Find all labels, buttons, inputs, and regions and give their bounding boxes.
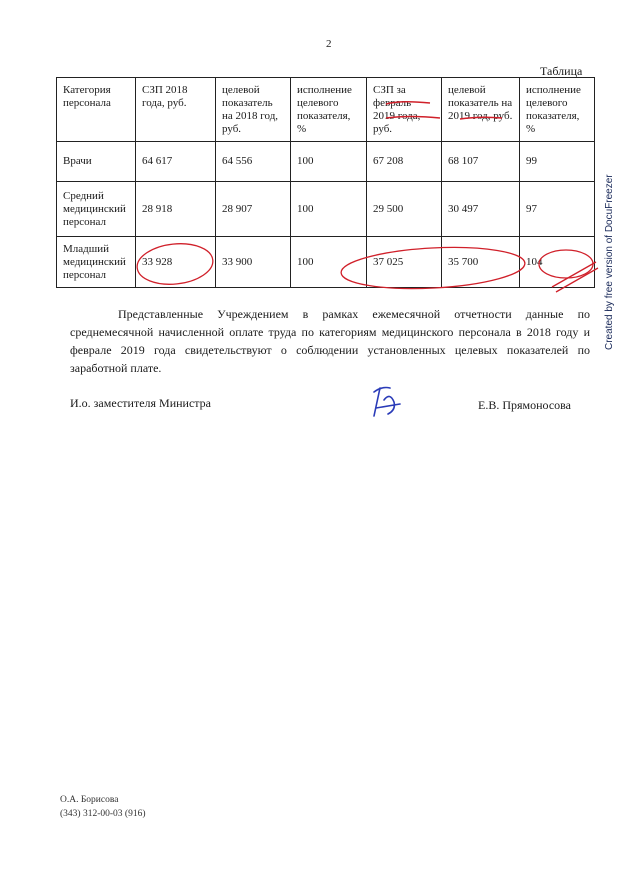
executor-name: О.А. Борисова bbox=[60, 795, 119, 805]
signature bbox=[360, 378, 410, 428]
table-row bbox=[57, 142, 595, 182]
header-target-2019: целевой показатель на 2019 год, руб. bbox=[442, 78, 520, 142]
row-category: Младший медицинский персонал bbox=[57, 237, 136, 288]
cell-target-2018: 64 556 bbox=[216, 142, 291, 182]
cell-execution-2019: 97 bbox=[520, 182, 595, 237]
cell-execution-2019: 104 bbox=[520, 237, 595, 288]
cell-target-2019: 35 700 bbox=[442, 237, 520, 288]
watermark: Created by free version of DocuFreezer bbox=[604, 174, 615, 350]
page-number: 2 bbox=[326, 38, 332, 50]
cell-szp-feb-2019: 29 500 bbox=[367, 182, 442, 237]
header-target-2018: целевой показатель на 2018 год, руб. bbox=[216, 78, 291, 142]
header-szp-feb-2019: СЗП за февраль 2019 года, руб. bbox=[367, 78, 442, 142]
executor-phone: (343) 312-00-03 (916) bbox=[60, 809, 146, 819]
cell-target-2018: 28 907 bbox=[216, 182, 291, 237]
header-category: Категория персонала bbox=[57, 78, 136, 142]
row-category: Средний медицинский персонал bbox=[57, 182, 136, 237]
header-szp-2018: СЗП 2018 года, руб. bbox=[136, 78, 216, 142]
cell-szp-feb-2019: 37 025 bbox=[367, 237, 442, 288]
body-paragraph: Представленные Учреждением в рамках ежемесячной отчетности данные по среднемесячной начисленной оплате труда по категориям медицинского персонала в 2018 году и феврале 2019 года свидетельствуют о соблюдении установленных целевых показателей по заработной плате. bbox=[70, 307, 590, 375]
header-execution-2019: исполнение целевого показателя, % bbox=[520, 78, 595, 142]
cell-execution-2019: 99 bbox=[520, 142, 595, 182]
signer-title: И.о. заместителя Министра bbox=[70, 396, 211, 410]
table-caption: Таблица bbox=[540, 64, 583, 78]
cell-szp-2018: 28 918 bbox=[136, 182, 216, 237]
cell-target-2019: 68 107 bbox=[442, 142, 520, 182]
signer-name: Е.В. Прямоносова bbox=[478, 398, 571, 412]
header-execution-2018: исполнение целевого показателя, % bbox=[291, 78, 367, 142]
cell-execution-2018: 100 bbox=[291, 142, 367, 182]
cell-szp-2018: 33 928 bbox=[136, 237, 216, 288]
cell-execution-2018: 100 bbox=[291, 182, 367, 237]
cell-execution-2018: 100 bbox=[291, 237, 367, 288]
table-header-row bbox=[57, 78, 595, 142]
executor-info bbox=[60, 793, 145, 821]
table-row bbox=[57, 182, 595, 237]
cell-szp-2018: 64 617 bbox=[136, 142, 216, 182]
cell-target-2018: 33 900 bbox=[216, 237, 291, 288]
cell-szp-feb-2019: 67 208 bbox=[367, 142, 442, 182]
salary-table bbox=[56, 77, 595, 288]
row-category: Врачи bbox=[57, 142, 136, 182]
cell-target-2019: 30 497 bbox=[442, 182, 520, 237]
table-row bbox=[57, 237, 595, 288]
